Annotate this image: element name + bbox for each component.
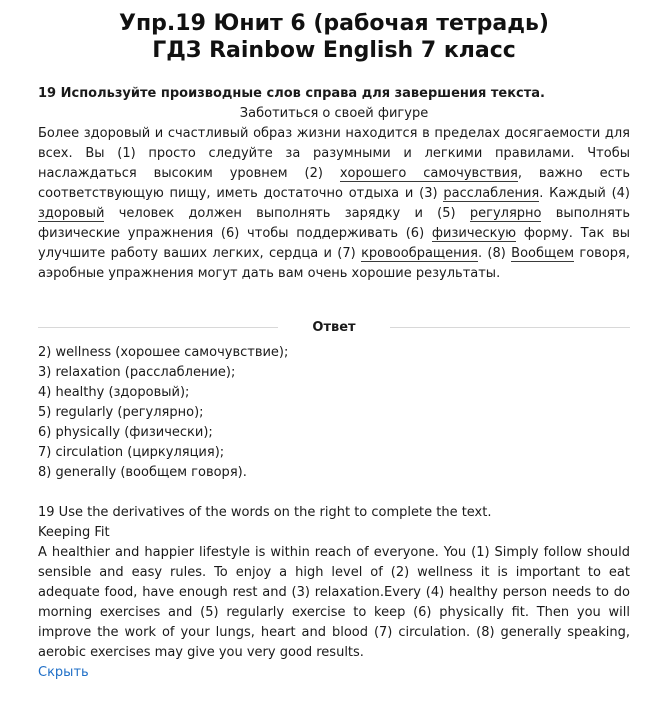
answer-item: 2) wellness (хорошее самочувствие); (38, 345, 289, 360)
underlined-answer: кровообращения (361, 246, 478, 261)
answer-item: 7) circulation (циркуляция); (38, 445, 225, 460)
text-segment: выполнять физические упражнения (6) чтобы поддерживать (6) (38, 206, 631, 241)
task-en (38, 503, 630, 663)
page (0, 10, 668, 683)
underlined-answer: физическую (431, 226, 517, 241)
underlined-answer: хорошего самочувствия (339, 166, 518, 181)
task-text-en: A healthier and happier lifestyle is within reach of everyone. You (1) Simply follow should sensible and easy rules. To enjoy a high level of (2) wellness it is important to eat adequate food, have enough rest and (3) relaxation.Every (4) healthy person needs to do morning exercises and (5) regularly exercise to keep (6) physically fit. Then you will improve the work of your lungs, heart and blood (7) circulation. (8) generally speaking, aerobic exercises may give you very good results. (38, 545, 630, 660)
underlined-answer: расслабления (443, 186, 540, 201)
text-segment: , важно есть соответствующую пищу, иметь достаточно отдыха и (3) (38, 166, 630, 201)
text-segment: Более здоровый и счастливый образ жизни находится в пределах досягаемости для всех. Вы (1) просто следуйте за разумными и легкими правилами. Чтобы наслаждаться высоким уровнем (2) (38, 126, 630, 181)
task-heading-ru: 19 Используйте производные слов справа для завершения текста. (38, 86, 545, 101)
task-subtitle-en: Keeping Fit (38, 525, 110, 540)
underlined-answer: регулярно (469, 206, 542, 221)
divider-line-left (38, 327, 278, 328)
text-segment: . Каждый (4) (539, 186, 630, 201)
answer-item: 8) generally (вообщем говоря). (38, 465, 247, 480)
answer-item: 3) relaxation (расслабление); (38, 365, 236, 380)
answer-item: 6) physically (физически); (38, 425, 213, 440)
answer-list (38, 343, 630, 483)
page-title (38, 10, 630, 64)
task-text-ru (38, 124, 630, 284)
text-segment: говоря, аэробные упражнения могут дать вам очень хорошие результаты. (38, 246, 630, 281)
title-line-1: Упр.19 Юнит 6 (рабочая тетрадь) (119, 11, 549, 36)
answer-label: Ответ (312, 320, 356, 335)
answer-divider (38, 320, 630, 335)
underlined-answer: Вообщем (511, 246, 575, 261)
answer-item: 5) regularly (регулярно); (38, 405, 204, 420)
hide-link[interactable]: Скрыть (38, 665, 89, 680)
text-segment: . (8) (477, 246, 512, 261)
text-segment: человек должен выполнять зарядку и (5) (104, 206, 470, 221)
answer-item: 4) healthy (здоровый); (38, 385, 190, 400)
text-segment: форму. Так вы улучшите работу ваших легких, сердца и (7) (38, 226, 630, 261)
divider-line-right (390, 327, 630, 328)
task-subtitle-ru: Заботиться о своей фигуре (239, 106, 429, 121)
title-line-2: ГДЗ Rainbow English 7 класс (152, 38, 516, 63)
underlined-answer: здоровый (38, 206, 105, 221)
task-heading-en: 19 Use the derivatives of the words on the right to complete the text. (38, 505, 492, 520)
